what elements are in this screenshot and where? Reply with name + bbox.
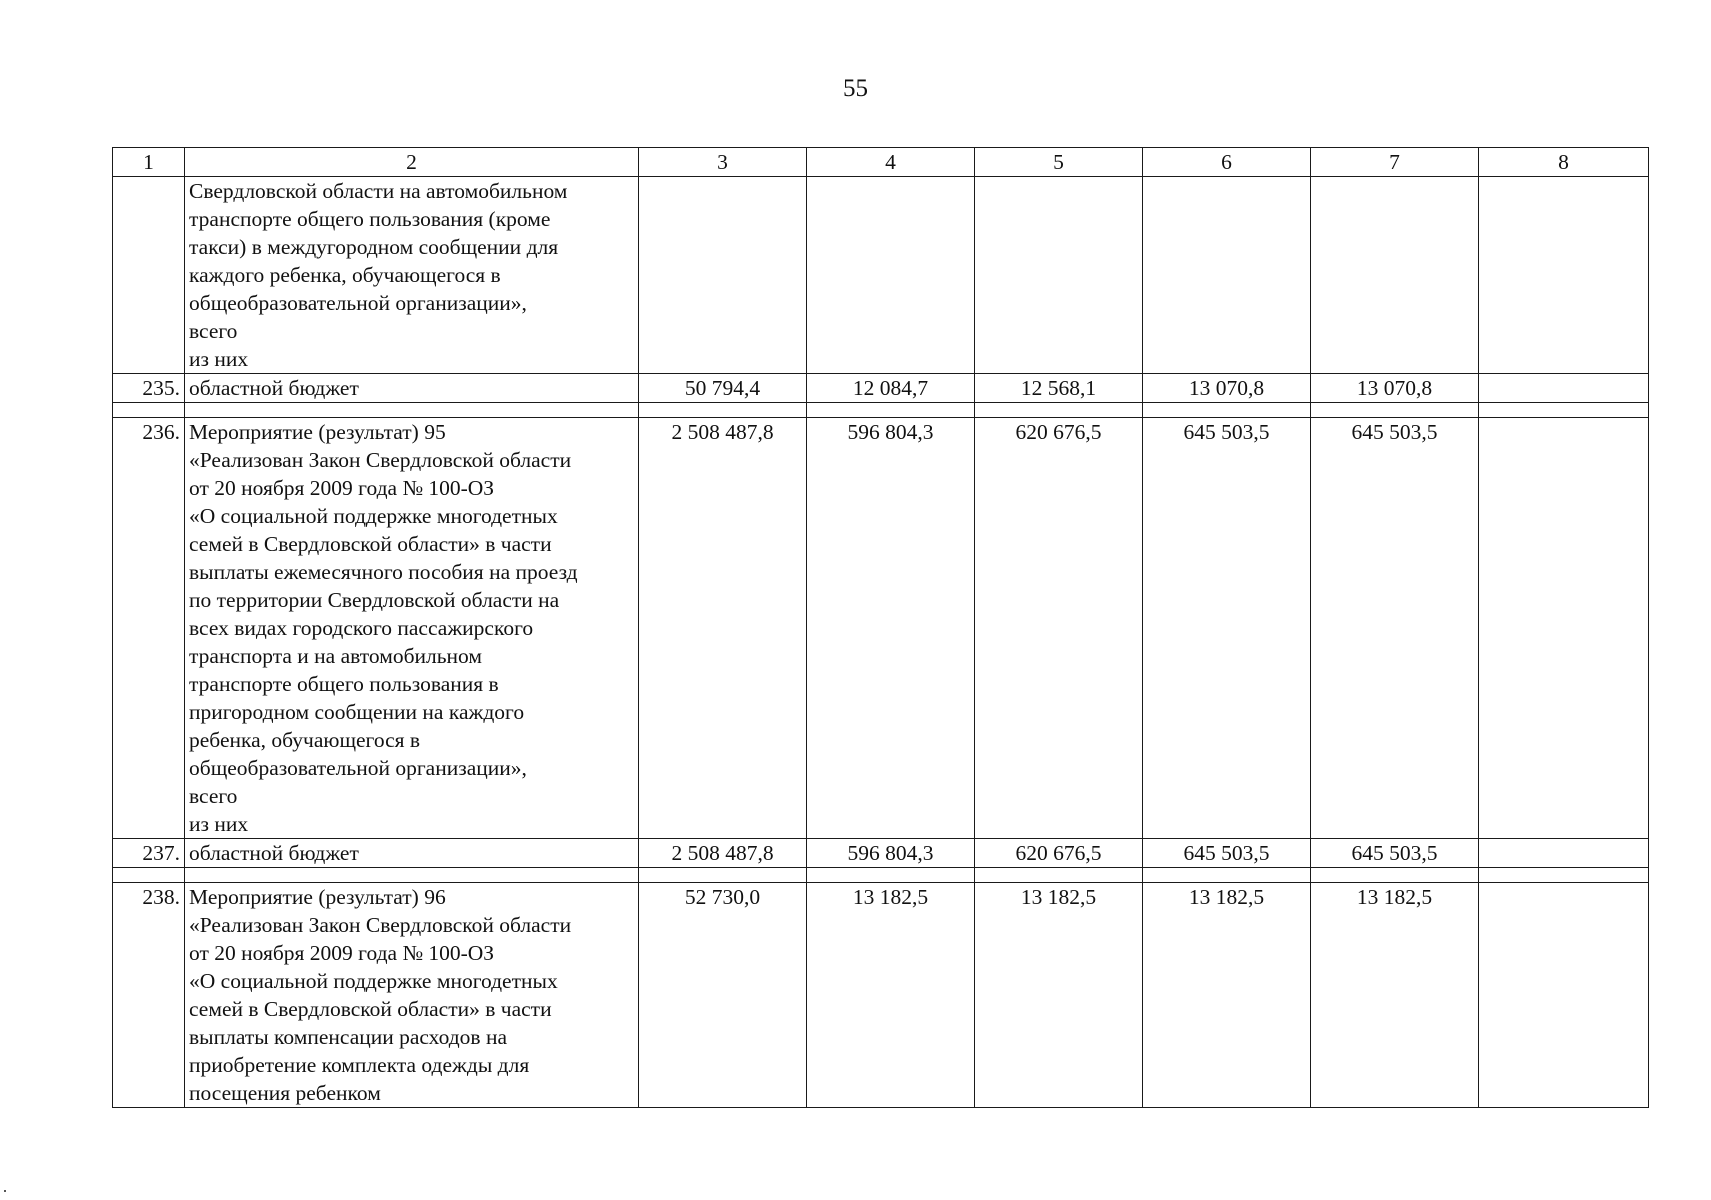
header-cell-5: 5 xyxy=(975,148,1143,177)
cell-col4: 596 804,3 xyxy=(807,418,975,839)
cell-col5 xyxy=(975,177,1143,374)
header-cell-8: 8 xyxy=(1479,148,1649,177)
cell-col7: 13 182,5 xyxy=(1311,883,1479,1108)
cell-col3: 2 508 487,8 xyxy=(639,418,807,839)
cell-col5: 13 182,5 xyxy=(975,883,1143,1108)
cell-col3 xyxy=(639,177,807,374)
table-header-row xyxy=(113,148,1649,177)
row-description: Свердловской области на автомобильном транспорте общего пользования (кроме такси) в междугородном сообщении для каждого ребенка, обучающегося в общеобразовательной организации», всего из них xyxy=(185,177,639,374)
row-spacer xyxy=(113,403,1649,418)
cell-col7: 13 070,8 xyxy=(1311,374,1479,403)
spacer-cell xyxy=(185,868,639,883)
cell-col3: 52 730,0 xyxy=(639,883,807,1108)
spacer-cell xyxy=(1143,403,1311,418)
table-row xyxy=(113,839,1649,868)
row-number: 235. xyxy=(113,374,185,403)
header-cell-2: 2 xyxy=(185,148,639,177)
spacer-cell xyxy=(113,403,185,418)
spacer-cell xyxy=(1479,868,1649,883)
cell-col5: 12 568,1 xyxy=(975,374,1143,403)
spacer-cell xyxy=(1311,868,1479,883)
page-number: 55 xyxy=(843,75,868,102)
cell-col6: 13 182,5 xyxy=(1143,883,1311,1108)
row-spacer xyxy=(113,868,1649,883)
table-row xyxy=(113,177,1649,374)
cell-col4 xyxy=(807,177,975,374)
spacer-cell xyxy=(807,403,975,418)
cell-col8 xyxy=(1479,418,1649,839)
spacer-cell xyxy=(807,868,975,883)
cell-col4: 12 084,7 xyxy=(807,374,975,403)
cell-col7: 645 503,5 xyxy=(1311,418,1479,839)
cell-col8 xyxy=(1479,839,1649,868)
row-description: областной бюджет xyxy=(185,839,639,868)
row-number: 236. xyxy=(113,418,185,839)
cell-col3: 2 508 487,8 xyxy=(639,839,807,868)
cell-col6: 13 070,8 xyxy=(1143,374,1311,403)
cell-col7: 645 503,5 xyxy=(1311,839,1479,868)
header-cell-7: 7 xyxy=(1311,148,1479,177)
spacer-cell xyxy=(975,403,1143,418)
spacer-cell xyxy=(1311,403,1479,418)
cell-col5: 620 676,5 xyxy=(975,839,1143,868)
header-cell-6: 6 xyxy=(1143,148,1311,177)
cell-col4: 13 182,5 xyxy=(807,883,975,1108)
header-cell-3: 3 xyxy=(639,148,807,177)
cell-col4: 596 804,3 xyxy=(807,839,975,868)
table-row xyxy=(113,883,1649,1108)
cell-col6: 645 503,5 xyxy=(1143,839,1311,868)
budget-table xyxy=(112,147,1649,1108)
scan-speck xyxy=(4,1190,6,1192)
spacer-cell xyxy=(639,868,807,883)
cell-col8 xyxy=(1479,883,1649,1108)
cell-col6 xyxy=(1143,177,1311,374)
cell-col8 xyxy=(1479,177,1649,374)
header-cell-1: 1 xyxy=(113,148,185,177)
row-number xyxy=(113,177,185,374)
cell-col6: 645 503,5 xyxy=(1143,418,1311,839)
table-row xyxy=(113,418,1649,839)
spacer-cell xyxy=(1479,403,1649,418)
row-number: 237. xyxy=(113,839,185,868)
cell-col7 xyxy=(1311,177,1479,374)
row-description: областной бюджет xyxy=(185,374,639,403)
row-description: Мероприятие (результат) 95 «Реализован Закон Свердловской области от 20 ноября 2009 года № 100-ОЗ «О социальной поддержке многодетных семей в Свердловской области» в части выплаты ежемесячного пособия на проезд по территории Свердловской области на всех видах городского пассажирского транспорта и на автомобильном транспорте общего пользования в пригородном сообщении на каждого ребенка, обучающегося в общеобразовательной организации», всего из них xyxy=(185,418,639,839)
spacer-cell xyxy=(639,403,807,418)
cell-col5: 620 676,5 xyxy=(975,418,1143,839)
cell-col8 xyxy=(1479,374,1649,403)
cell-col3: 50 794,4 xyxy=(639,374,807,403)
spacer-cell xyxy=(113,868,185,883)
spacer-cell xyxy=(185,403,639,418)
header-cell-4: 4 xyxy=(807,148,975,177)
row-description: Мероприятие (результат) 96 «Реализован Закон Свердловской области от 20 ноября 2009 года № 100-ОЗ «О социальной поддержке многодетных семей в Свердловской области» в части выплаты компенсации расходов на приобретение комплекта одежды для посещения ребенком xyxy=(185,883,639,1108)
table-row xyxy=(113,374,1649,403)
spacer-cell xyxy=(975,868,1143,883)
spacer-cell xyxy=(1143,868,1311,883)
row-number: 238. xyxy=(113,883,185,1108)
